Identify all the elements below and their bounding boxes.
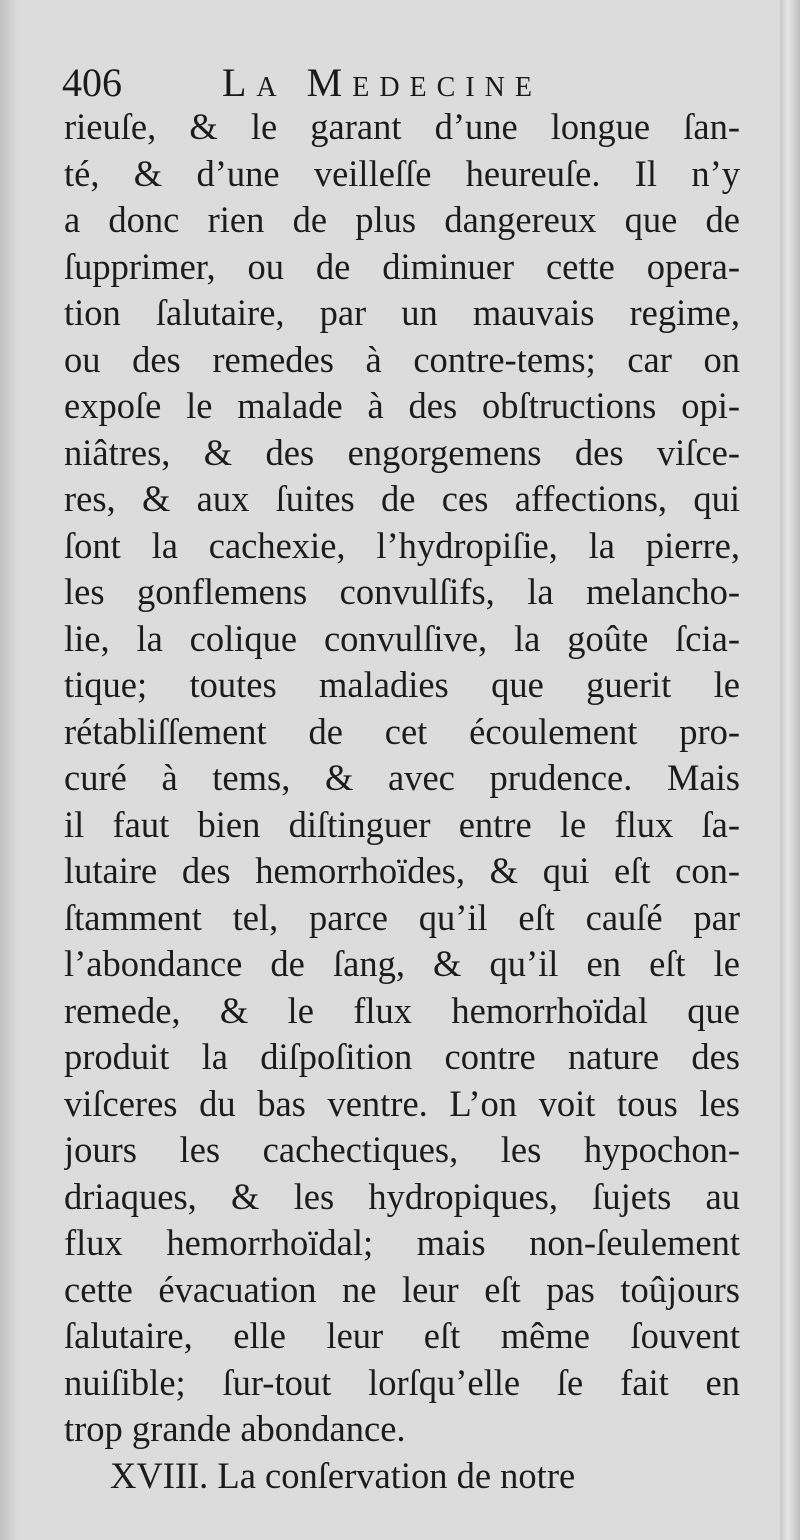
text-line: driaques, & les hydropiques, ſujets au bbox=[64, 1175, 740, 1217]
text-line: remede, & le flux hemorrhoïdal que bbox=[64, 989, 740, 1031]
text-line: ſtamment tel, parce qu’il eſt cauſé par bbox=[64, 896, 740, 938]
text-line: tion ſalutaire, par un mauvais regime, bbox=[64, 292, 740, 333]
text-line: flux hemorrhoïdal; mais non-ſeulement bbox=[64, 1222, 740, 1263]
text-line: il faut bien diſtinguer entre le flux ſa- bbox=[64, 803, 740, 845]
text-line: a donc rien de plus dangereux que de bbox=[64, 199, 740, 240]
text-line: ou des remedes à contre-tems; car on bbox=[64, 338, 740, 380]
spine-shadow bbox=[0, 0, 18, 1540]
text-line: les gonflemens convulſifs, la melancho- bbox=[64, 571, 740, 612]
body-text bbox=[64, 104, 740, 1499]
text-line: curé à tems, & avec prudence. Mais bbox=[64, 757, 740, 798]
text-line: lutaire des hemorrhoïdes, & qui eſt con- bbox=[64, 850, 740, 891]
text-line: rieuſe, & le garant d’une longue ſan- bbox=[64, 106, 740, 147]
running-head bbox=[62, 58, 742, 108]
text-line: res, & aux ſuites de ces affections, qui bbox=[64, 478, 740, 519]
page-edge bbox=[780, 0, 800, 1540]
text-line: ſupprimer, ou de diminuer cette opera- bbox=[64, 245, 740, 287]
text-line: cette évacuation ne leur eſt pas toûjours bbox=[64, 1268, 740, 1310]
text-line: niâtres, & des engorgemens des viſce- bbox=[64, 431, 740, 473]
page-number: 406 bbox=[62, 60, 122, 105]
text-line: jours les cachectiques, les hypochon- bbox=[64, 1129, 740, 1170]
text-line: l’abondance de ſang, & qu’il en eſt le bbox=[64, 943, 740, 984]
text-line: produit la diſpoſition contre nature des bbox=[64, 1036, 740, 1077]
text-line: viſceres du bas ventre. L’on voit tous les bbox=[64, 1082, 740, 1124]
text-line: ſont la cachexie, l’hydropiſie, la pierre, bbox=[64, 524, 740, 566]
text-line: lie, la colique convulſive, la goûte ſcia- bbox=[64, 617, 740, 659]
text-line: té, & d’une veilleſſe heureuſe. Il n’y bbox=[64, 152, 740, 194]
running-title: La Medecine bbox=[222, 60, 542, 105]
text-line: rétabliſſement de cet écoulement pro- bbox=[64, 710, 740, 752]
text-line: nuiſible; ſur-tout lorſqu’elle ſe fait en bbox=[64, 1361, 740, 1403]
text-line: ſalutaire, elle leur eſt même ſouvent bbox=[64, 1315, 740, 1356]
section-start-line: XVIII. La conſervation de notre bbox=[110, 1454, 576, 1496]
paragraph-end-line: trop grande abondance. bbox=[64, 1408, 406, 1449]
text-line: expoſe le malade à des obſtructions opi- bbox=[64, 385, 740, 426]
text-line: tique; toutes maladies que guerit le bbox=[64, 664, 740, 705]
